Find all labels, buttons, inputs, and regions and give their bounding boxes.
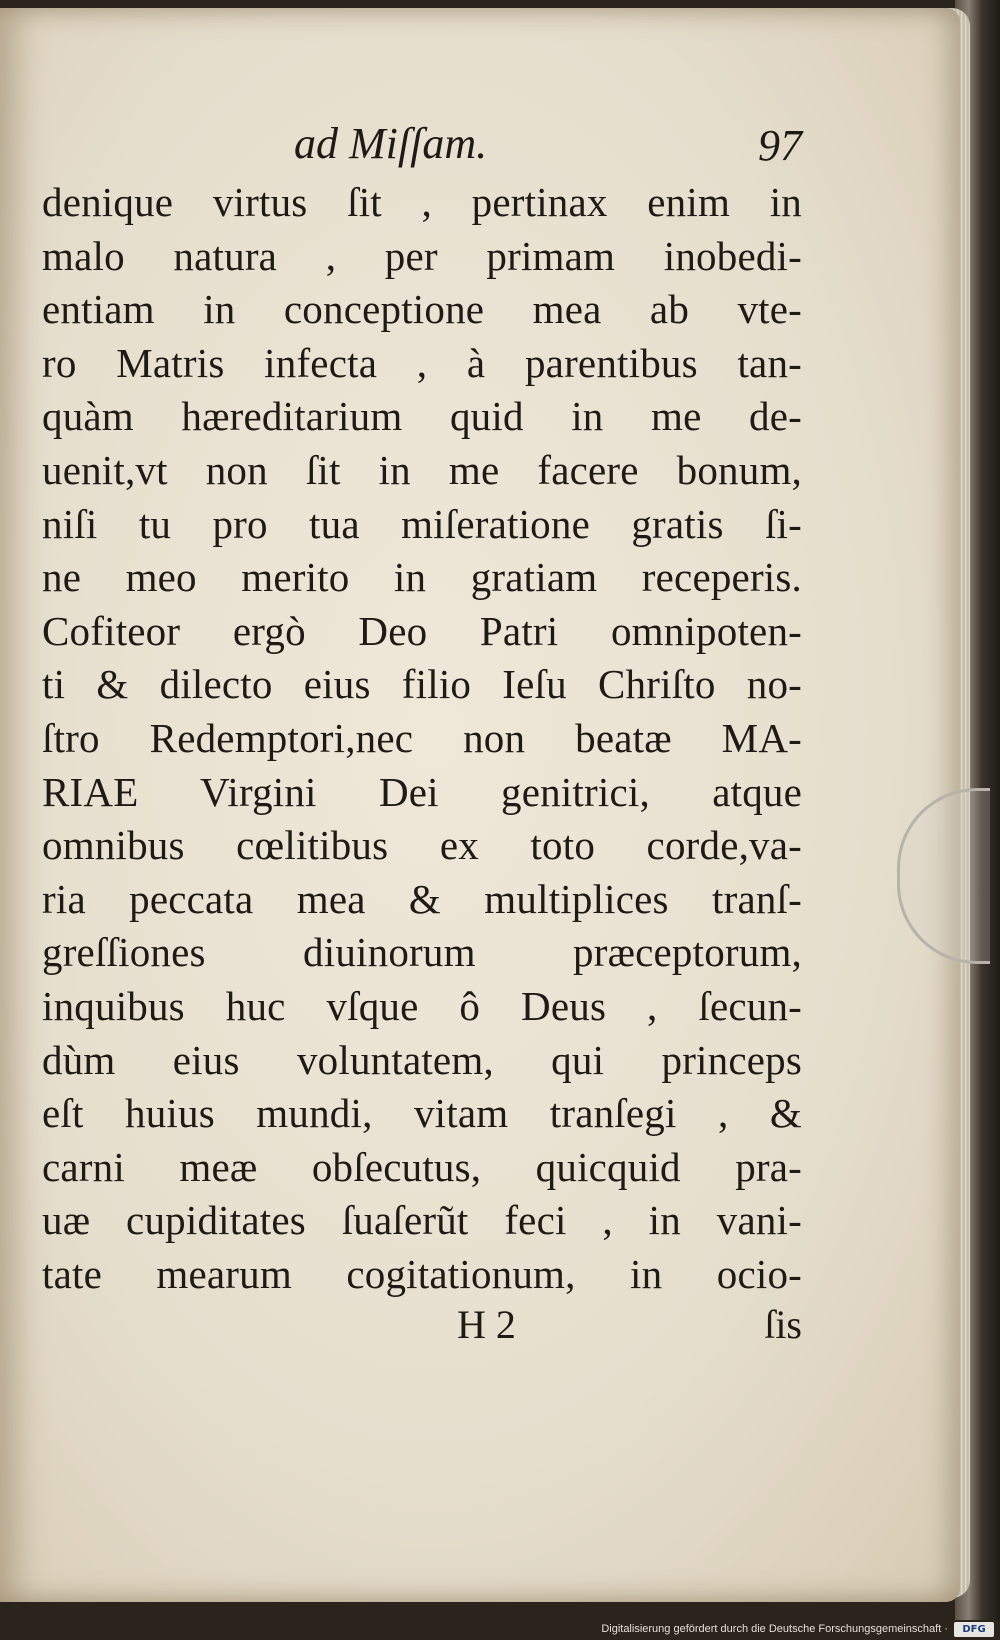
text-line: uenit,vt non ſit in me facere bonum, <box>42 446 802 493</box>
text-line: dùm eius voluntatem, qui princeps <box>42 1036 802 1083</box>
text-line: niſi tu pro tua miſeratione gratis ſi- <box>42 500 802 547</box>
running-head-title: ad Miſſam. <box>294 119 488 168</box>
text-line: ti & dilecto eius filio Ieſu Chriſto no- <box>42 661 802 708</box>
text-line: greſſiones diuinorum præceptorum, <box>42 929 802 976</box>
text-line: ria peccata mea & multiplices tranſ- <box>42 875 802 922</box>
text-line: carni meæ obſecutus, quicquid pra- <box>42 1143 802 1190</box>
text-line: quàm hæreditarium quid in me de- <box>42 393 802 440</box>
page-footer <box>42 1301 802 1355</box>
text-line: entiam in conceptione mea ab vte- <box>42 286 802 333</box>
text-line: eſt huius mundi, vitam tranſegi , & <box>42 1090 802 1137</box>
text-line: ſtro Redemptori,nec non beatæ MA- <box>42 714 802 761</box>
text-line: denique virtus ſit , pertinax enim in <box>42 179 802 225</box>
running-head <box>42 118 802 176</box>
text-line: RIAE Virgini Dei genitrici, atque <box>42 768 802 815</box>
page-number: 97 <box>758 121 802 170</box>
dfg-logo: DFG <box>954 1622 994 1637</box>
text-line: omnibus cœlitibus ex toto corde,va- <box>42 822 802 869</box>
text-line: Cofiteor ergò Deo Patri omnipoten- <box>42 607 802 654</box>
text-line: uæ cupiditates ſuaſerũt feci , in vani- <box>42 1197 802 1244</box>
signature-mark: H 2 <box>457 1302 516 1348</box>
text-line: malo natura , per primam inobedi- <box>42 232 802 279</box>
text-line: inquibus huc vſque ô Deus , ſecun- <box>42 982 802 1029</box>
digitization-credit: Digitalisierung gefördert durch die Deutsche Forschungsgemeinschaft · <box>601 1623 948 1635</box>
text-line: tate mearum cogitationum, in ocio- <box>42 1250 802 1297</box>
catchword: ſis <box>764 1302 802 1348</box>
page-text <box>42 118 802 1355</box>
text-line: ne meo merito in gratiam receperis. <box>42 554 802 601</box>
text-line: ro Matris infecta , à parentibus tan- <box>42 339 802 386</box>
